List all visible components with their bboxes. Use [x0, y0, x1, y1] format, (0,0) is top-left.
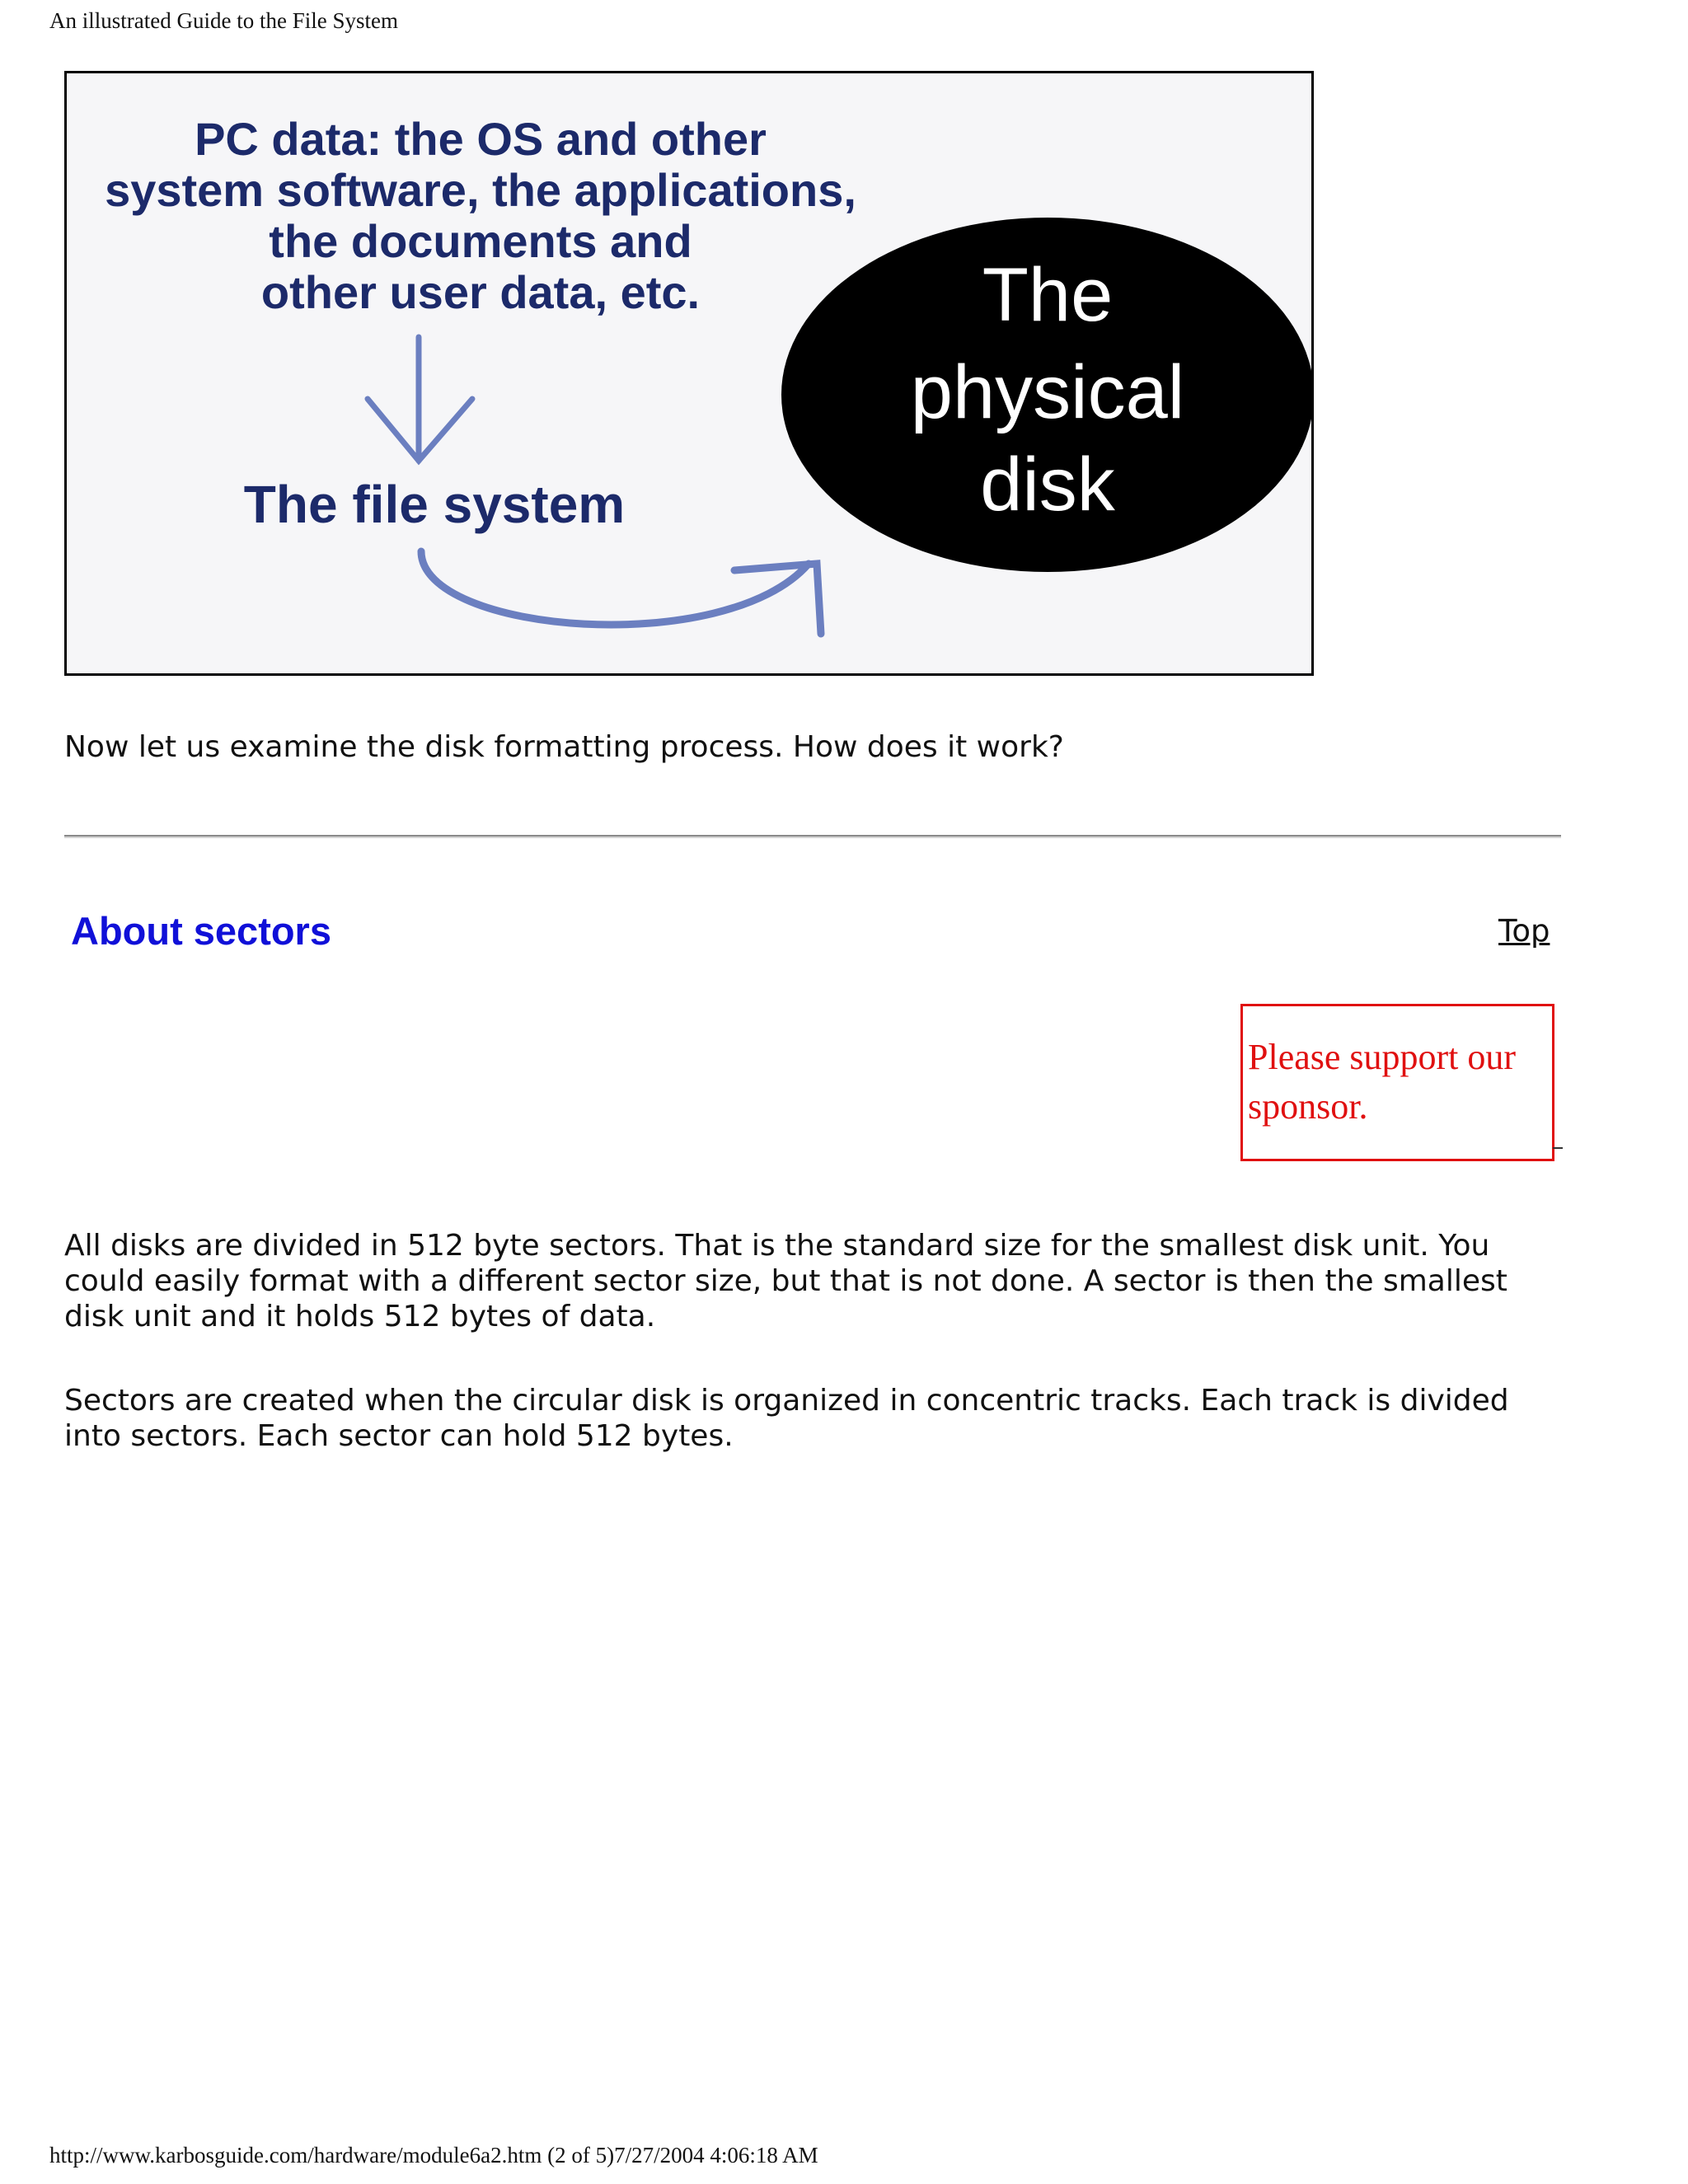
sponsor-link-underscore[interactable] [1553, 1147, 1563, 1149]
paragraph-sectors-creation: Sectors are created when the circular disk is organized in concentric tracks. Each track is divided into sectors. Each sector can hold 512 bytes. [64, 1384, 1509, 1453]
diagram-text-line-4: other user data, etc. [260, 266, 701, 318]
sponsor-box[interactable] [1240, 1004, 1554, 1161]
disk-label-line-1: The [982, 253, 1114, 337]
intro-text: Now let us examine the disk formatting process. How does it work? [64, 730, 1064, 764]
paragraph-sectors-definition: All disks are divided in 512 byte sectors. That is the standard size for the smallest disk unit. You could easily format with a different sector size, but that is not done. A sector is then the smallest disk unit and it holds 512 bytes of data. [64, 1229, 1507, 1333]
section-heading: About sectors [71, 909, 331, 953]
disk-label-line-3: disk [980, 443, 1115, 527]
file-system-label: The file system [243, 475, 626, 534]
curved-arrow-icon [421, 551, 821, 634]
page-header-title: An illustrated Guide to the File System [49, 8, 398, 33]
diagram-text-line-3: the documents and [269, 215, 692, 267]
diagram-svg [67, 73, 1311, 673]
sponsor-text-line-1: Please support our [1248, 1037, 1517, 1077]
disk-label-line-2: physical [910, 350, 1185, 434]
horizontal-rule [64, 835, 1561, 838]
file-system-diagram [64, 71, 1314, 676]
diagram-text-line-1: PC data: the OS and other [195, 113, 767, 165]
sponsor-text-line-2: sponsor. [1248, 1086, 1368, 1127]
top-link[interactable]: Top [1498, 913, 1550, 949]
diagram-text-line-2: system software, the applications, [105, 164, 856, 216]
down-arrow-icon [368, 337, 472, 461]
page-footer-url: http://www.karbosguide.com/hardware/module6a2.htm (2 of 5)7/27/2004 4:06:18 AM [49, 2143, 818, 2168]
